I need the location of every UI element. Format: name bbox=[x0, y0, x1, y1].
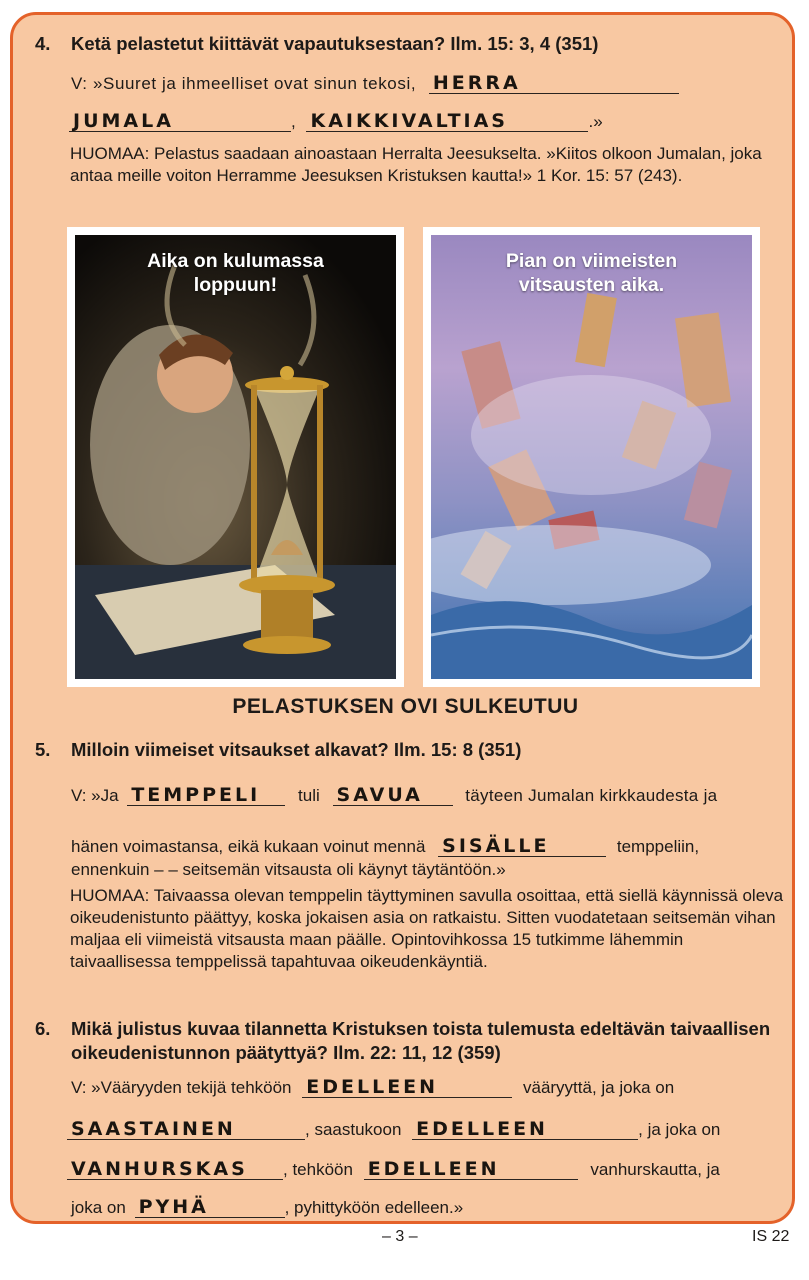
answer-text: ennenkuin – – seitsemän vitsausta oli käynyt täytäntöön.» bbox=[71, 860, 506, 879]
answer-blank[interactable]: SISÄLLE bbox=[438, 836, 606, 857]
answer-line bbox=[71, 73, 679, 94]
answer-blank[interactable]: EDELLEEN bbox=[412, 1119, 638, 1140]
question-text: Mikä julistus kuvaa tilannetta Kristuksen toista tulemusta edeltävän taivaallisen oikeudenistunnon päätyttyä? Ilm. 22: 11, 12 (359) bbox=[71, 1018, 771, 1063]
answer-text: hänen voimastansa, eikä kukaan voinut mennä bbox=[71, 837, 426, 856]
answer-blank[interactable]: PYHÄ bbox=[135, 1197, 285, 1218]
answer-text: täyteen Jumalan kirkkaudesta ja bbox=[465, 786, 718, 805]
answer-line bbox=[71, 1197, 463, 1218]
answer-text: V: »Ja bbox=[71, 786, 119, 805]
note-text: HUOMAA: Taivaassa olevan temppelin täyttyminen savulla osoittaa, että siellä käynnissä oleva oikeudenistunto päättyy, koska jokaisen asia on ratkaistu. Sitten vuodatetaan seitsemän vihan maljaa eli viimeistä vitsausta maan päälle. Opintovihkossa 15 tutkimme lähemmin taivaallisessa temppelissä tapahtuvaa oikeudenkäyntiä. bbox=[70, 886, 784, 971]
question-text: Ketä pelastetut kiittävät vapautuksestaan? Ilm. 15: 3, 4 (351) bbox=[71, 33, 599, 54]
answer-text: , pyhittyköön edelleen.» bbox=[284, 1198, 464, 1217]
illustration-hourglass bbox=[67, 227, 404, 687]
answer-blank[interactable]: HERRA bbox=[429, 73, 679, 94]
answer-blank[interactable]: KAIKKIVALTIAS bbox=[306, 111, 588, 132]
answer-text: , saastukoon bbox=[305, 1120, 402, 1139]
question-number: 6. bbox=[35, 1018, 51, 1039]
question-number: 5. bbox=[35, 739, 51, 760]
answer-text: V: »Vääryyden tekijä tehköön bbox=[71, 1078, 292, 1097]
document-code: IS 22 bbox=[752, 1228, 790, 1245]
page-number: – 3 – bbox=[382, 1228, 418, 1245]
answer-blank[interactable]: TEMPPELI bbox=[127, 785, 285, 806]
answer-line bbox=[71, 860, 506, 880]
answer-text: vanhurskautta, ja bbox=[590, 1160, 720, 1179]
answer-text: , tehköön bbox=[283, 1160, 353, 1179]
answer-text: .» bbox=[588, 112, 603, 131]
image-caption: Pian on viimeisten vitsausten aika. bbox=[505, 250, 678, 296]
answer-text: , ja joka on bbox=[638, 1120, 721, 1139]
answer-blank[interactable]: VANHURSKAS bbox=[67, 1159, 283, 1180]
question-number: 4. bbox=[35, 33, 51, 54]
answer-blank[interactable]: EDELLEEN bbox=[302, 1077, 512, 1098]
answer-blank[interactable]: SAASTAINEN bbox=[67, 1119, 305, 1140]
answer-line bbox=[71, 1077, 674, 1098]
section-title: PELASTUKSEN OVI SULKEUTUU bbox=[232, 695, 579, 718]
answer-blank[interactable]: SAVUA bbox=[333, 785, 453, 806]
answer-blank[interactable]: JUMALA bbox=[69, 111, 291, 132]
question-text: Milloin viimeiset vitsaukset alkavat? Ilm. 15: 8 (351) bbox=[71, 739, 522, 760]
answer-line bbox=[67, 1119, 720, 1140]
answer-line bbox=[71, 785, 717, 806]
answer-line bbox=[67, 1159, 720, 1180]
answer-text: temppeliin, bbox=[616, 837, 700, 856]
answer-text: joka on bbox=[71, 1198, 126, 1217]
image-caption: Aika on kulumassa loppuun! bbox=[147, 250, 324, 296]
note-text: HUOMAA: Pelastus saadaan ainoastaan Herralta Jeesukselta. »Kiitos olkoon Jumalan, joka antaa meille voiton Herramme Jeesuksen Kristuksen kautta!» 1 Kor. 15: 57 (243). bbox=[70, 144, 762, 185]
answer-line bbox=[69, 111, 603, 132]
answer-text: , bbox=[291, 112, 296, 131]
answer-text: tuli bbox=[298, 786, 320, 805]
answer-line bbox=[71, 836, 699, 857]
collapsing-city-scene bbox=[431, 235, 752, 679]
hourglass-scene bbox=[75, 235, 396, 679]
answer-text: V: »Suuret ja ihmeelliset ovat sinun tekosi, bbox=[71, 74, 417, 93]
answer-blank[interactable]: EDELLEEN bbox=[364, 1159, 578, 1180]
illustration-destruction bbox=[423, 227, 760, 687]
answer-text: vääryyttä, ja joka on bbox=[522, 1078, 675, 1097]
worksheet-panel bbox=[10, 12, 795, 1224]
